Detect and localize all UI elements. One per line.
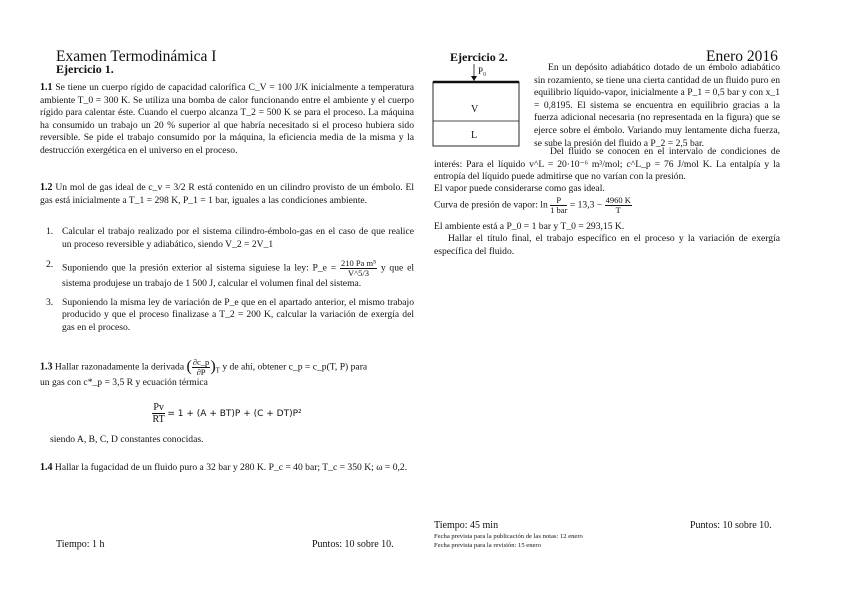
notes-publication-date: Fecha prevista para la publicación de las notas: 12 enero (434, 533, 583, 540)
question-text: y de ahí, obtener c_p = c_p(T, P) para (222, 361, 368, 373)
exercise-2-paragraph-4: El ambiente está a P_0 = 1 bar y T_0 = 293,15 K. (434, 221, 625, 232)
footer-points: Puntos: 10 sobre 10. (312, 539, 394, 550)
question-number: 1.1 (40, 82, 53, 93)
item-text: Calcular el trabajo realizado por el sistema cilindro-émbolo-gas en el caso de que realice un proceso reversible y adiabático, siendo V_2 = 2V_1 (62, 226, 414, 250)
question-1-1 (40, 82, 414, 158)
question-number: 1.4 (40, 462, 53, 473)
question-1-2-list (40, 226, 414, 340)
item-number: 3. (46, 296, 54, 308)
question-text: un gas con c*_p = 3,5 R y ecuación térmica (40, 377, 208, 389)
exercise-2-paragraph-2: Del fluido se conocen en el intervalo de condiciones de interés: Para el líquido v^L = 20·10⁻⁶ m³/mol; c^L_p = 76 J/mol K. La entalpía y la entropía del líquido puede admitirse que no varían con la presión. (434, 146, 780, 183)
liquid-label: L (471, 130, 478, 141)
footer-time: Tiempo: 1 h (56, 539, 105, 550)
p0-label: P₀ (478, 66, 487, 76)
pressure-law-fraction: $\frac{\text{210 Pa m⁵}}{V\^{}5/3}$ (340, 258, 377, 279)
exercise-2-paragraph-5: Hallar el título final, el trabajo específico en el proceso y la variación de exergía específica del fluido. (434, 233, 780, 257)
question-1-4 (40, 462, 414, 475)
question-text: Se tiene un cuerpo rígido de capacidad calorífica C_V = 100 J/K inicialmente a temperatura ambiente T_0 = 300 K. Se utiliza una bomba de calor funcionando entre el ambiente y el cuerpo rígido para calentar éste. Cuando el cuerpo alcanza T_2 = 500 K se para el proceso. La máquina ha consumido un trabajo un 20 % superior al que habría necesitado si el proceso hubiera sido reversible. Se pide el trabajo consumido por la máquina, la eficiencia media de la misma y la destrucción exergética en el universo en el proceso. (40, 82, 415, 156)
question-1-2 (40, 182, 414, 207)
question-1-3: 1.3 Hallar razonadamente la derivada ( $\frac{\partial c\_p}{\partial P}$ )$_T$ y de ahí, obtener c_p = c_p(T, P) para un gas con c*_p = 3,5 R y ecuación térmica (40, 358, 414, 390)
question-text: Un mol de gas ideal de c_v = 3/2 R está contenido en un cilindro provisto de un émbolo. El gas está inicialmente a T_1 = 298 K, P_1 = 1 bar, iguales a las condiciones ambiente. (40, 182, 414, 206)
exam-title: Examen Termodinámica I (56, 48, 217, 65)
exercise-2-heading: Ejercicio 2. (450, 50, 508, 64)
exercise-1-heading: Ejercicio 1. (56, 62, 114, 76)
review-date: Fecha prevista para la revisión: 15 enero (434, 542, 541, 549)
item-number: 2. (46, 259, 54, 271)
item-text: Suponiendo la misma ley de variación de P_e que en el apartado anterior, el mismo trabajo producido y que el proceso finalizase a T_2 = 200 K, calcular la variación de exergía del gas en el proceso. (62, 296, 414, 333)
question-number: 1.2 (40, 182, 53, 193)
item-text: y que el sistema produjese un trabajo de 1 500 J, calcular el volumen final del sistema. (62, 262, 414, 290)
question-text: Hallar la fugacidad de un fluido puro a 32 bar y 280 K. P_c = 40 bar; T_c = 350 K; ω = 0,2. (54, 462, 408, 473)
footer-time-2: Tiempo: 45 min (434, 520, 499, 531)
derivative-subscript: T (215, 366, 220, 375)
derivative-fraction: $\frac{\partial c\_p}{\partial P}$ (192, 357, 210, 377)
exercise-2-paragraph-1: En un depósito adiabático dotado de un émbolo adiabático sin rozamiento, se tiene una cierta cantidad de un fluido puro en equilibrio líquido-vapor, inicialmente a P_1 = 0,5 bar y con x_1 = 0,8195. El sistema se encuentra en equilibrio gracias a la fuerza adicional necesaria (no representada en la figura) que se ejerce sobre el émbolo. Variando muy lentamente dicha fuerza, se sube la presión del fluido a P_2 = 2,5 bar. (534, 62, 780, 149)
exercise-2-paragraph-3: El vapor puede considerarse como gas ideal. (434, 183, 605, 194)
question-number: 1.3 (40, 361, 53, 373)
vapor-pressure-curve: Curva de presión de vapor: ln $\frac{P}{\text{1 bar}}$ = 13,3 − $\frac{4960 K}{T}$ (434, 195, 631, 215)
list-item (40, 226, 414, 251)
constants-note: siendo A, B, C, D constantes conocidas. (50, 434, 204, 445)
thermal-equation: $\frac{Pv}{RT}$ = 1 + (A + BT)P + (C + DT)P² (152, 402, 302, 425)
item-text: Suponiendo que la presión exterior al sistema siguiese la ley: P_e = (62, 262, 337, 274)
question-text: Hallar razonadamente la derivada (54, 361, 185, 373)
list-item (40, 259, 414, 291)
footer-points-2: Puntos: 10 sobre 10. (690, 520, 772, 531)
arrow-head-icon (471, 76, 477, 81)
item-number: 1. (46, 226, 54, 237)
exam-date: Enero 2016 (706, 48, 778, 65)
vapor-label: V (471, 104, 479, 115)
list-item (40, 297, 414, 335)
